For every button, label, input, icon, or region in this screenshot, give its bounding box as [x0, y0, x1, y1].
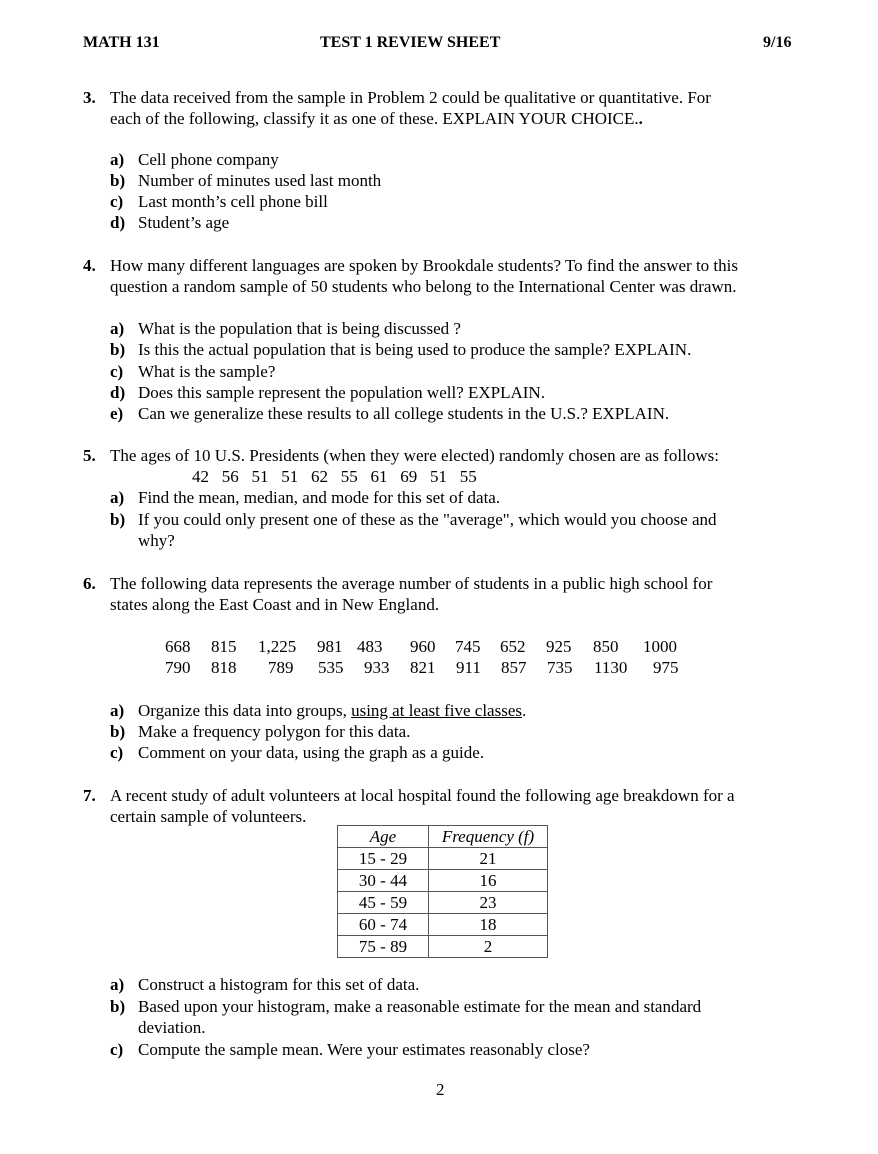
- column-header: Age: [338, 826, 429, 848]
- data-value: 483: [357, 637, 383, 656]
- frequency-table: [337, 825, 548, 958]
- data-value: 911: [456, 658, 481, 677]
- item-letter: d): [110, 213, 126, 232]
- president-ages: 42 56 51 51 62 55 61 69 51 55: [192, 467, 477, 486]
- table-row: [338, 848, 548, 870]
- item-text: Comment on your data, using the graph as a guide.: [138, 743, 485, 762]
- item-letter: a): [110, 319, 125, 338]
- question-number: 6.: [83, 574, 96, 593]
- frequency-cell: 23: [429, 892, 548, 914]
- age-cell: 60 - 74: [338, 914, 429, 936]
- data-value: 535: [318, 658, 344, 677]
- question-text: certain sample of volunteers.: [110, 807, 307, 826]
- item-letter: c): [110, 1040, 124, 1059]
- item-text: Does this sample represent the population well? EXPLAIN.: [138, 383, 545, 402]
- item-letter: c): [110, 192, 124, 211]
- age-cell: 45 - 59: [338, 892, 429, 914]
- data-value: 1000: [643, 637, 677, 656]
- data-value: 735: [547, 658, 573, 677]
- question-text: states along the East Coast and in New England.: [110, 595, 440, 614]
- item-letter: d): [110, 383, 126, 402]
- item-letter: b): [110, 997, 126, 1016]
- frequency-cell: 18: [429, 914, 548, 936]
- item-letter: a): [110, 488, 125, 507]
- age-cell: 15 - 29: [338, 848, 429, 870]
- question-text: The ages of 10 U.S. Presidents (when they were elected) randomly chosen are as follows:: [110, 446, 719, 465]
- course-label: MATH 131: [83, 34, 160, 51]
- item-text: [138, 701, 526, 721]
- data-value: 815: [211, 637, 237, 656]
- question-text: The data received from the sample in Problem 2 could be qualitative or quantitative. For: [110, 88, 711, 107]
- underlined-text: using at least five classes: [351, 701, 522, 720]
- age-cell: 30 - 44: [338, 870, 429, 892]
- table-row: [338, 870, 548, 892]
- table-row: [338, 892, 548, 914]
- data-value: 960: [410, 637, 436, 656]
- item-text: Based upon your histogram, make a reasonable estimate for the mean and standard: [138, 997, 702, 1016]
- frequency-cell: 16: [429, 870, 548, 892]
- table-row: [338, 914, 548, 936]
- question-number: 4.: [83, 256, 96, 275]
- data-value: 821: [410, 658, 436, 677]
- data-value: 790: [165, 658, 191, 677]
- question-text: each of the following, classify it as one of these. EXPLAIN YOUR CHOICE..: [110, 109, 643, 128]
- table-row: [338, 936, 548, 958]
- data-value: 818: [211, 658, 237, 677]
- data-value: 925: [546, 637, 572, 656]
- item-text: Can we generalize these results to all college students in the U.S.? EXPLAIN.: [138, 404, 670, 423]
- item-text: Number of minutes used last month: [138, 171, 382, 190]
- item-letter: a): [110, 701, 125, 720]
- item-letter: b): [110, 510, 126, 529]
- data-value: 1130: [594, 658, 628, 677]
- item-text-continued: deviation.: [138, 1018, 206, 1037]
- question-number: 3.: [83, 88, 96, 107]
- data-value: 652: [500, 637, 526, 656]
- item-letter: e): [110, 404, 124, 423]
- column-header: Frequency (f): [429, 826, 548, 848]
- frequency-cell: 2: [429, 936, 548, 958]
- item-text-continued: why?: [138, 531, 175, 550]
- item-text: Make a frequency polygon for this data.: [138, 722, 411, 741]
- item-letter: a): [110, 150, 125, 169]
- data-value: 1,225: [258, 637, 297, 656]
- page-number: 2: [436, 1080, 445, 1099]
- item-text-part: Organize this data into groups,: [138, 701, 352, 720]
- item-letter: b): [110, 171, 126, 190]
- item-letter: c): [110, 743, 124, 762]
- question-text: The following data represents the average number of students in a public high school for: [110, 574, 713, 593]
- data-value: 850: [593, 637, 619, 656]
- item-letter: b): [110, 340, 126, 359]
- data-value: 789: [268, 658, 294, 677]
- question-text: A recent study of adult volunteers at local hospital found the following age breakdown for a: [110, 786, 735, 805]
- item-text: Cell phone company: [138, 150, 279, 169]
- data-value: 981: [317, 637, 343, 656]
- date-label: 9/16: [763, 34, 792, 51]
- item-letter: b): [110, 722, 126, 741]
- question-text: How many different languages are spoken by Brookdale students? To find the answer to this: [110, 256, 738, 275]
- data-value: 745: [455, 637, 481, 656]
- question-text: question a random sample of 50 students who belong to the International Center was drawn.: [110, 277, 737, 296]
- item-letter: c): [110, 362, 124, 381]
- item-text-end: .: [522, 701, 527, 720]
- item-text: What is the population that is being discussed ?: [138, 319, 461, 338]
- item-text: If you could only present one of these as the "average", which would you choose and: [138, 510, 717, 529]
- item-text: Find the mean, median, and mode for this set of data.: [138, 488, 501, 507]
- data-value: 668: [165, 637, 191, 656]
- data-value: 857: [501, 658, 527, 677]
- question-number: 5.: [83, 446, 96, 465]
- item-text: Is this the actual population that is being used to produce the sample? EXPLAIN.: [138, 340, 692, 359]
- item-text: Construct a histogram for this set of data.: [138, 975, 420, 994]
- table-header-row: [338, 826, 548, 848]
- item-text: Last month’s cell phone bill: [138, 192, 328, 211]
- item-text: Student’s age: [138, 213, 230, 232]
- item-text: Compute the sample mean. Were your estimates reasonably close?: [138, 1040, 590, 1059]
- age-cell: 75 - 89: [338, 936, 429, 958]
- item-letter: a): [110, 975, 125, 994]
- sheet-title: TEST 1 REVIEW SHEET: [320, 34, 501, 51]
- item-text: What is the sample?: [138, 362, 276, 381]
- question-number: 7.: [83, 786, 96, 805]
- data-value: 975: [653, 658, 679, 677]
- data-value: 933: [364, 658, 390, 677]
- frequency-cell: 21: [429, 848, 548, 870]
